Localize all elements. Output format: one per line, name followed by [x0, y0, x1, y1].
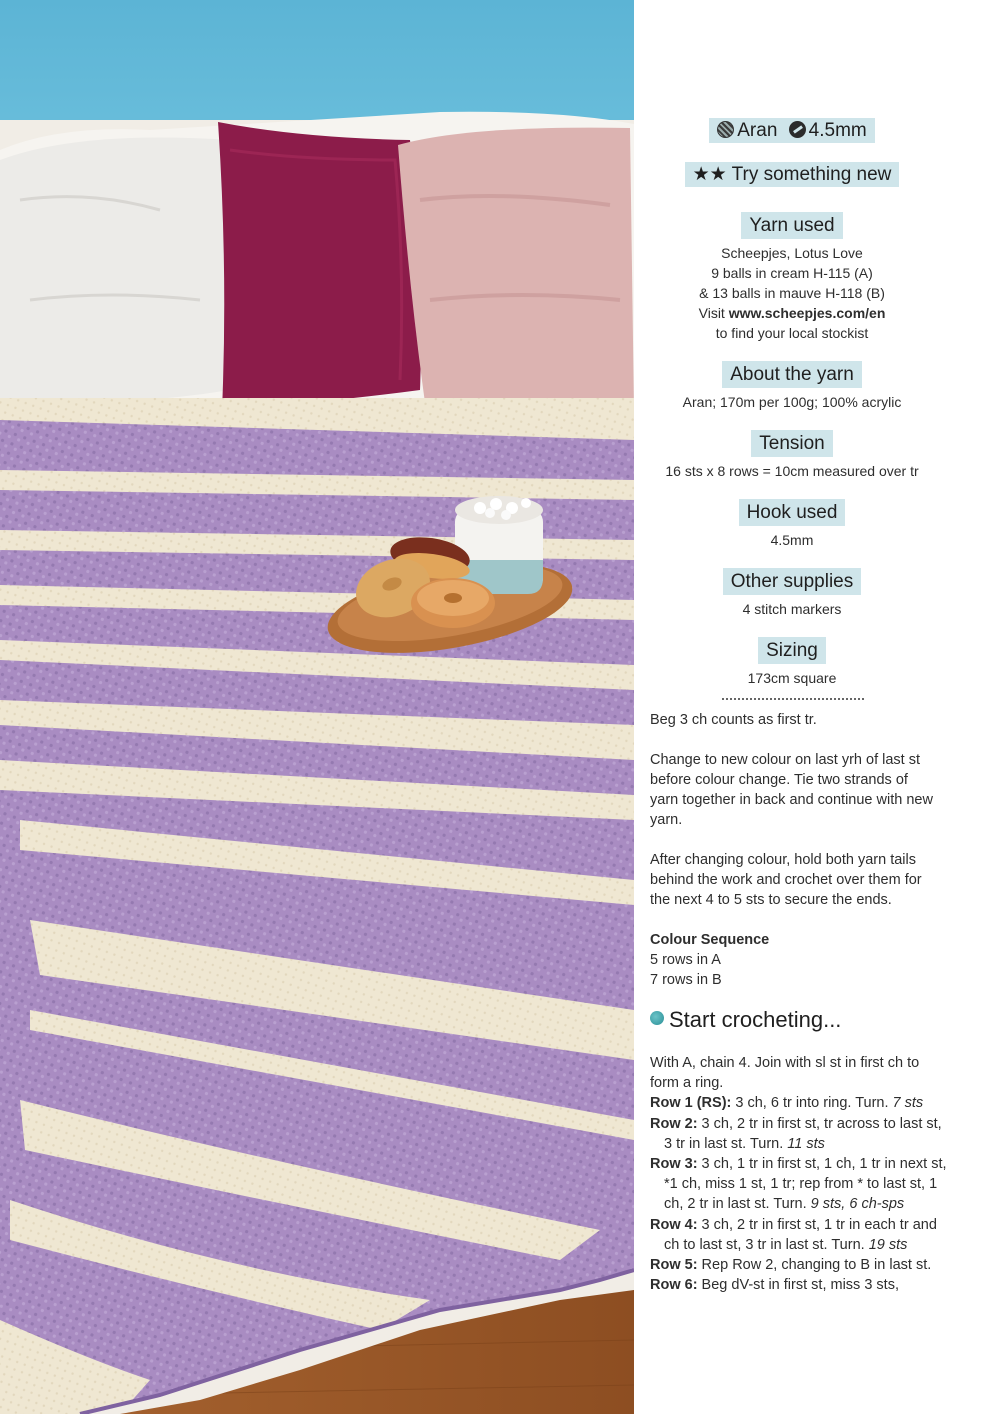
pattern-sidebar [634, 0, 1000, 1414]
tension-heading: Tension [751, 430, 833, 457]
note-paragraph: Beg 3 ch counts as first tr. [650, 712, 817, 728]
yarn-hook-chip-row [634, 118, 950, 143]
stockist-link[interactable]: www.scheepjes.com/en [728, 305, 886, 321]
yarn-used-heading: Yarn used [741, 212, 842, 239]
pattern-intro: With A, chain 4. Join with sl st in first ch to form a ring. [650, 1055, 920, 1092]
hook-icon [789, 121, 806, 138]
yarn-hook-chip [709, 118, 875, 143]
pattern-row: Row 6: Beg dV-st in first st, miss 3 sts, [650, 1277, 899, 1294]
yarn-used-visit: Visit www.scheepjes.com/en [698, 305, 886, 321]
notes [650, 710, 940, 990]
pattern-row: Row 5: Rep Row 2, changing to B in last st. [650, 1257, 932, 1274]
hook-used-heading: Hook used [739, 499, 846, 526]
about-yarn-heading: About the yarn [722, 361, 862, 388]
other-supplies-heading: Other supplies [723, 568, 862, 595]
other-supplies-section [634, 568, 950, 619]
about-yarn-section [634, 361, 950, 412]
pattern-row: Row 4: 3 ch, 2 tr in first st, 1 tr in each tr and ch to last st, 3 tr in last st. Turn. 19 sts [650, 1216, 937, 1253]
pattern-row: Row 2: 3 ch, 2 tr in first st, tr across to last st, 3 tr in last st. Turn. 11 sts [650, 1115, 942, 1152]
yarn-used-line: & 13 balls in mauve H-118 (B) [699, 285, 885, 301]
sizing-heading: Sizing [758, 637, 826, 664]
yarn-used-body [634, 243, 950, 343]
yarn-used-section [634, 212, 950, 343]
yarn-bullet-icon [650, 1011, 664, 1025]
difficulty-chip [685, 162, 900, 187]
difficulty-stars-icon: ★★ [692, 164, 727, 185]
pattern-row: Row 1 (RS): 3 ch, 6 tr into ring. Turn. 7 sts [650, 1095, 924, 1112]
colour-sequence-item: 5 rows in A [650, 952, 721, 968]
yarn-used-line: 9 balls in cream H-115 (A) [711, 265, 873, 281]
note-paragraph: Change to new colour on last yrh of last st before colour change. Tie two strands of yarn together in back and continue with new yarn. [650, 752, 933, 828]
difficulty-chip-row [634, 162, 950, 187]
yarn-used-line: to find your local stockist [715, 325, 869, 341]
hook-used-text: 4.5mm [770, 532, 814, 548]
hook-size: 4.5mm [808, 120, 867, 141]
yarn-ball-icon [717, 121, 734, 138]
sizing-section [634, 637, 950, 688]
other-supplies-text: 4 stitch markers [742, 601, 842, 617]
about-yarn-text: Aran; 170m per 100g; 100% acrylic [682, 394, 902, 410]
difficulty-label: Try something new [731, 164, 892, 185]
pattern-rows [650, 1053, 950, 1295]
dotted-divider [722, 698, 864, 700]
note-paragraph: After changing colour, hold both yarn tails behind the work and crochet over them for the next 4 to 5 sts to secure the ends. [650, 852, 922, 908]
hook-used-section [634, 499, 950, 550]
yarn-used-line: Scheepjes, Lotus Love [721, 245, 863, 261]
tension-text: 16 sts x 8 rows = 10cm measured over tr [665, 463, 919, 479]
colour-sequence-item: 7 rows in B [650, 972, 722, 988]
colour-sequence-title: Colour Sequence [650, 932, 770, 948]
sizing-text: 173cm square [747, 670, 837, 686]
pattern-row: Row 3: 3 ch, 1 tr in first st, 1 ch, 1 tr in next st, *1 ch, miss 1 st, 1 tr; rep from * to last st, 1 ch, 2 tr in last st. Turn. 9 sts, 6 ch-sps [650, 1156, 947, 1213]
start-crocheting-heading: Start crocheting... [650, 1007, 841, 1033]
tension-section [634, 430, 950, 481]
yarn-weight: Aran [737, 120, 778, 141]
